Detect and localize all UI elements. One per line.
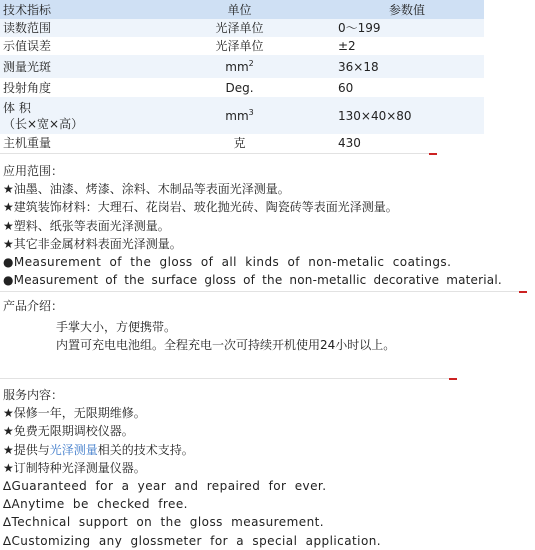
list-item: [3, 441, 381, 459]
spec-value: 36×18: [326, 55, 484, 78]
spec-unit: 光泽单位: [153, 19, 326, 37]
divider-mark: [429, 153, 437, 155]
spec-name-line1: 体 积: [3, 100, 31, 115]
spec-value: 0～199: [326, 19, 484, 37]
spec-name: [0, 97, 153, 134]
spec-unit: [153, 55, 326, 78]
unit-base: mm: [225, 108, 249, 123]
spec-unit: [153, 97, 326, 134]
spec-unit: 光泽单位: [153, 37, 326, 55]
spec-row-spot: [0, 55, 484, 78]
section-title: 产品介绍：: [3, 299, 64, 313]
list-item: ★油墨、油漆、烤漆、涂料、木制品等表面光泽测量。: [3, 182, 290, 197]
list-item: ∆Customizing any glossmeter for a special application.: [3, 533, 382, 548]
list-item-text: ★提供与: [3, 442, 50, 457]
spec-row-error: [0, 37, 484, 55]
spec-row-volume: [0, 97, 484, 134]
divider: [0, 378, 450, 379]
service-section: [3, 386, 381, 550]
list-item: ★其它非金属材料表面光泽测量。: [3, 236, 182, 251]
product-section: [3, 297, 395, 355]
list-item: 内置可充电电池组。全程充电一次可持续开机使用24小时以上。: [56, 338, 396, 353]
divider: [0, 153, 430, 154]
list-item-text: 相关的技术支持。: [97, 442, 194, 457]
unit-base: mm: [225, 59, 249, 74]
header-value: 参数值: [326, 0, 484, 19]
spec-value: 60: [326, 78, 484, 97]
spec-header-row: [0, 0, 484, 19]
list-item: ∆Anytime be checked free.: [3, 497, 188, 512]
spec-name: 读数范围: [0, 19, 153, 37]
list-item: ★保修一年，无限期维修。: [3, 406, 146, 421]
divider: [0, 291, 520, 292]
section-title: 服务内容：: [3, 388, 64, 402]
spec-value: 430: [326, 134, 484, 152]
list-item: ∆Technical support on the gloss measurement.: [3, 515, 325, 530]
list-item: ●Measurement of the gloss of all kinds of non-metalic coatings.: [3, 255, 452, 270]
divider-mark: [449, 378, 457, 380]
spec-name: 测量光斑: [0, 55, 153, 78]
list-item: ●Measurement of the surface gloss of the non-metallic decorative material.: [3, 273, 502, 288]
application-section: [3, 162, 502, 289]
spec-unit: Deg.: [153, 78, 326, 97]
list-item: ★塑料、纸张等表面光泽测量。: [3, 218, 170, 233]
spec-name: 投射角度: [0, 78, 153, 97]
list-item: ∆Guaranteed for a year and repaired for ever.: [3, 479, 327, 494]
list-item: ★建筑装饰材料：大理石、花岗岩、玻化抛光砖、陶瓷砖等表面光泽测量。: [3, 200, 398, 215]
spec-row-range: [0, 19, 484, 37]
gloss-measurement-link[interactable]: 光泽测量: [49, 442, 98, 457]
spec-row-weight: [0, 134, 484, 152]
spec-row-angle: [0, 78, 484, 97]
spec-value: ±2: [326, 37, 484, 55]
list-item: 手掌大小，方便携带。: [56, 320, 177, 335]
header-unit: 单位: [153, 0, 326, 19]
unit-exponent: 3: [248, 107, 254, 117]
section-title: 应用范围：: [3, 164, 64, 178]
spec-name: 主机重量: [0, 134, 153, 152]
divider-mark: [519, 291, 527, 293]
spec-unit: 克: [153, 134, 326, 152]
spec-name: 示值误差: [0, 37, 153, 55]
header-indicator: 技术指标: [0, 0, 153, 19]
spec-table: [0, 0, 484, 152]
list-item: ★免费无限期调校仪器。: [3, 424, 134, 439]
unit-exponent: 2: [248, 58, 254, 68]
list-item: ★订制特种光泽测量仪器。: [3, 460, 146, 475]
spec-name-line2: （长×宽×高）: [3, 116, 84, 131]
spec-value: 130×40×80: [326, 97, 484, 134]
